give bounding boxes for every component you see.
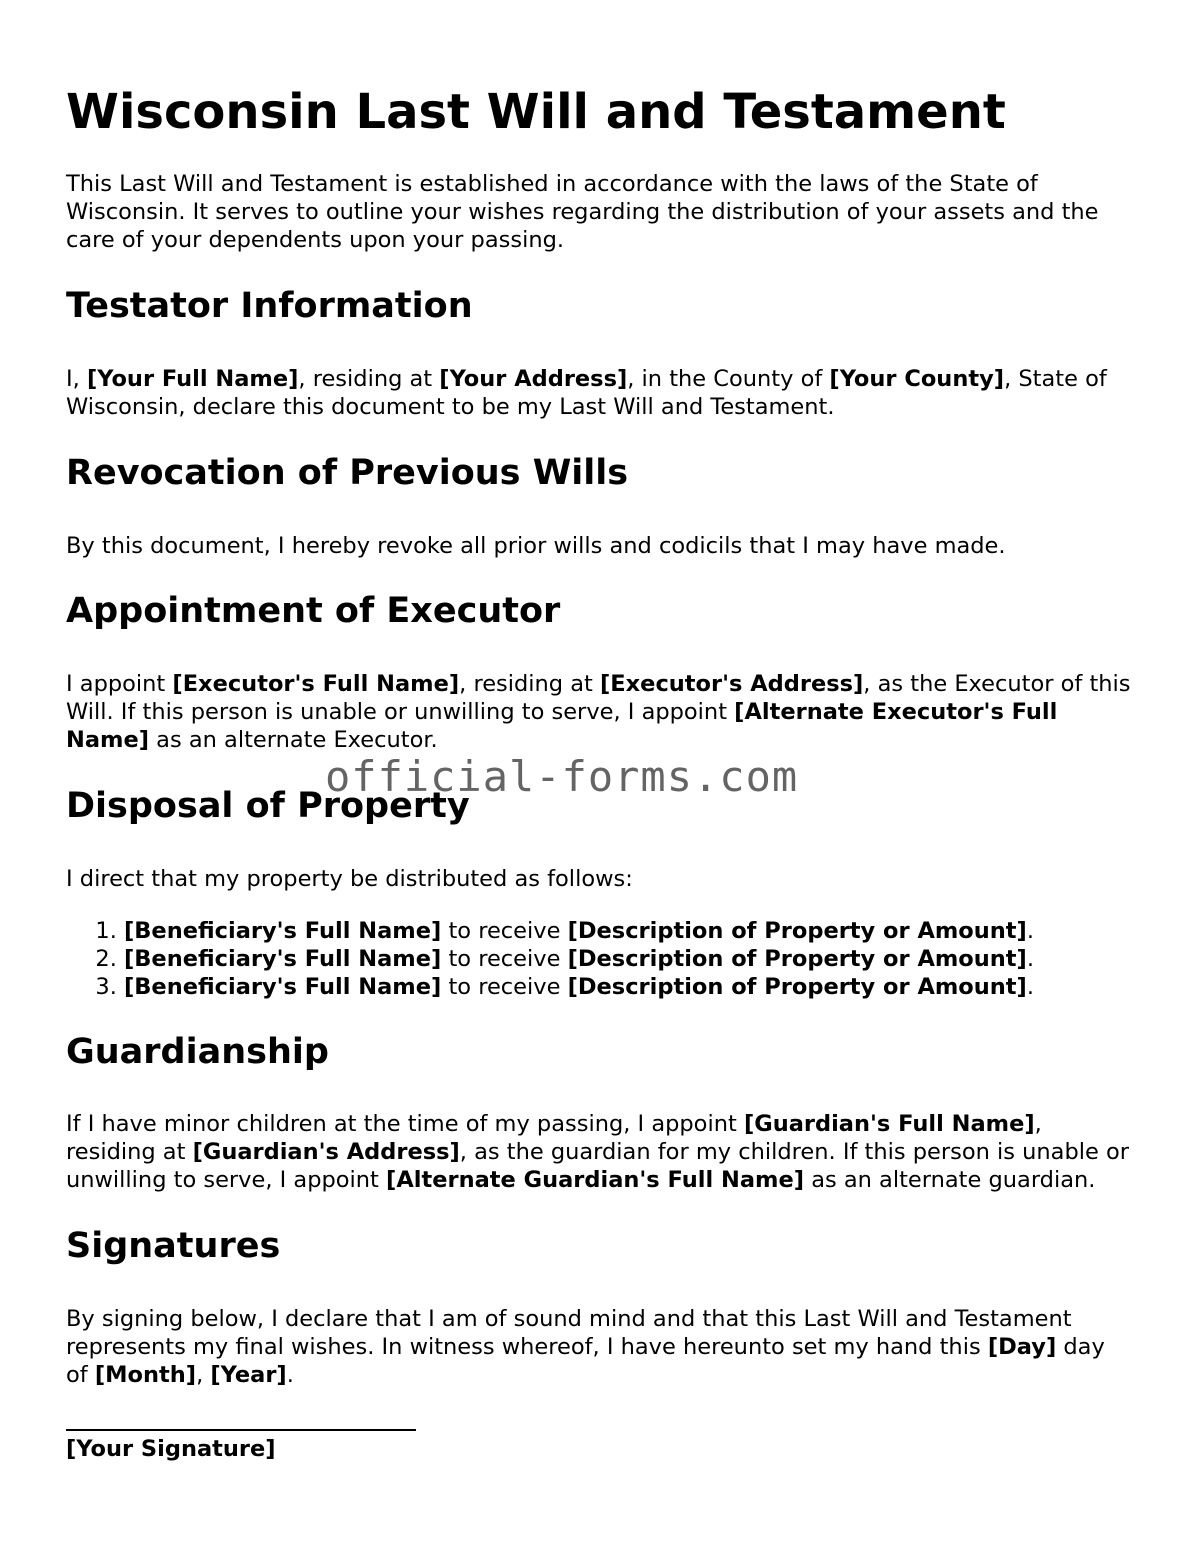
guardianship-heading: Guardianship (66, 1032, 329, 1072)
signatures-paragraph: By signing below, I declare that I am of sound mind and that this Last Will and Testament represents my final wishes. In witness whereof, I have hereunto set my hand this [Day] day of [Month], [Year]. (66, 1306, 1105, 1388)
intro-paragraph: This Last Will and Testament is established in accordance with the laws of the State of Wisconsin. It serves to outline your wishes regarding the distribution of your assets and the care of your dependents upon your passing. (66, 171, 1099, 253)
day-placeholder: [Day] (987, 1334, 1057, 1360)
property-heading: Disposal of Property (66, 786, 470, 826)
executor-address-placeholder: [Executor's Address] (600, 671, 864, 697)
beneficiary-list (66, 917, 1131, 1001)
property-intro: I direct that my property be distributed as follows: (66, 866, 633, 892)
property-description-placeholder: [Description of Property or Amount] (567, 918, 1027, 944)
property-description-placeholder: [Description of Property or Amount] (567, 946, 1027, 972)
testator-address-placeholder: [Your Address] (439, 366, 628, 392)
signature-line (66, 1429, 416, 1431)
guardian-address-placeholder: [Guardian's Address] (192, 1139, 460, 1165)
beneficiary-name-placeholder: [Beneficiary's Full Name] (124, 918, 442, 944)
list-item: 3. [Beneficiary's Full Name] to receive [Description of Property or Amount]. (124, 973, 1131, 1001)
executor-heading: Appointment of Executor (66, 591, 561, 631)
alternate-executor-placeholder: [Alternate Executor's Full Name] (66, 699, 1058, 753)
revocation-heading: Revocation of Previous Wills (66, 453, 629, 493)
document-title: Wisconsin Last Will and Testament (66, 84, 1006, 140)
signatures-heading: Signatures (66, 1226, 281, 1266)
document-page (66, 0, 1131, 1463)
list-item: 1. [Beneficiary's Full Name] to receive [Description of Property or Amount]. (124, 917, 1131, 945)
testator-paragraph: I, [Your Full Name], residing at [Your Address], in the County of [Your County], State of Wisconsin, declare this document to be my Last Will and Testament. (66, 366, 1107, 420)
testator-county-placeholder: [Your County] (829, 366, 1005, 392)
executor-paragraph: I appoint [Executor's Full Name], residing at [Executor's Address], as the Executor of this Will. If this person is unable or unwilling to serve, I appoint [Alternate Executor's Full Name] as an alternate Executor. (66, 671, 1131, 753)
month-placeholder: [Month] (94, 1362, 197, 1388)
guardian-name-placeholder: [Guardian's Full Name] (743, 1111, 1035, 1137)
property-description-placeholder: [Description of Property or Amount] (567, 974, 1027, 1000)
alternate-guardian-placeholder: [Alternate Guardian's Full Name] (386, 1167, 805, 1193)
executor-name-placeholder: [Executor's Full Name] (172, 671, 460, 697)
beneficiary-name-placeholder: [Beneficiary's Full Name] (124, 946, 442, 972)
signature-label: [Your Signature] (66, 1436, 276, 1462)
testator-name-placeholder: [Your Full Name] (86, 366, 299, 392)
guardianship-paragraph: If I have minor children at the time of my passing, I appoint [Guardian's Full Name], residing at [Guardian's Address], as the guardian for my children. If this person is unable or unwilling to serve, I appoint [Alternate Guardian's Full Name] as an alternate guardian. (66, 1111, 1129, 1193)
revocation-paragraph: By this document, I hereby revoke all prior wills and codicils that I may have made. (66, 533, 1006, 559)
watermark: official-forms.com (325, 752, 799, 801)
testator-heading: Testator Information (66, 286, 473, 326)
list-item: 2. [Beneficiary's Full Name] to receive [Description of Property or Amount]. (124, 945, 1131, 973)
beneficiary-name-placeholder: [Beneficiary's Full Name] (124, 974, 442, 1000)
year-placeholder: [Year] (210, 1362, 287, 1388)
